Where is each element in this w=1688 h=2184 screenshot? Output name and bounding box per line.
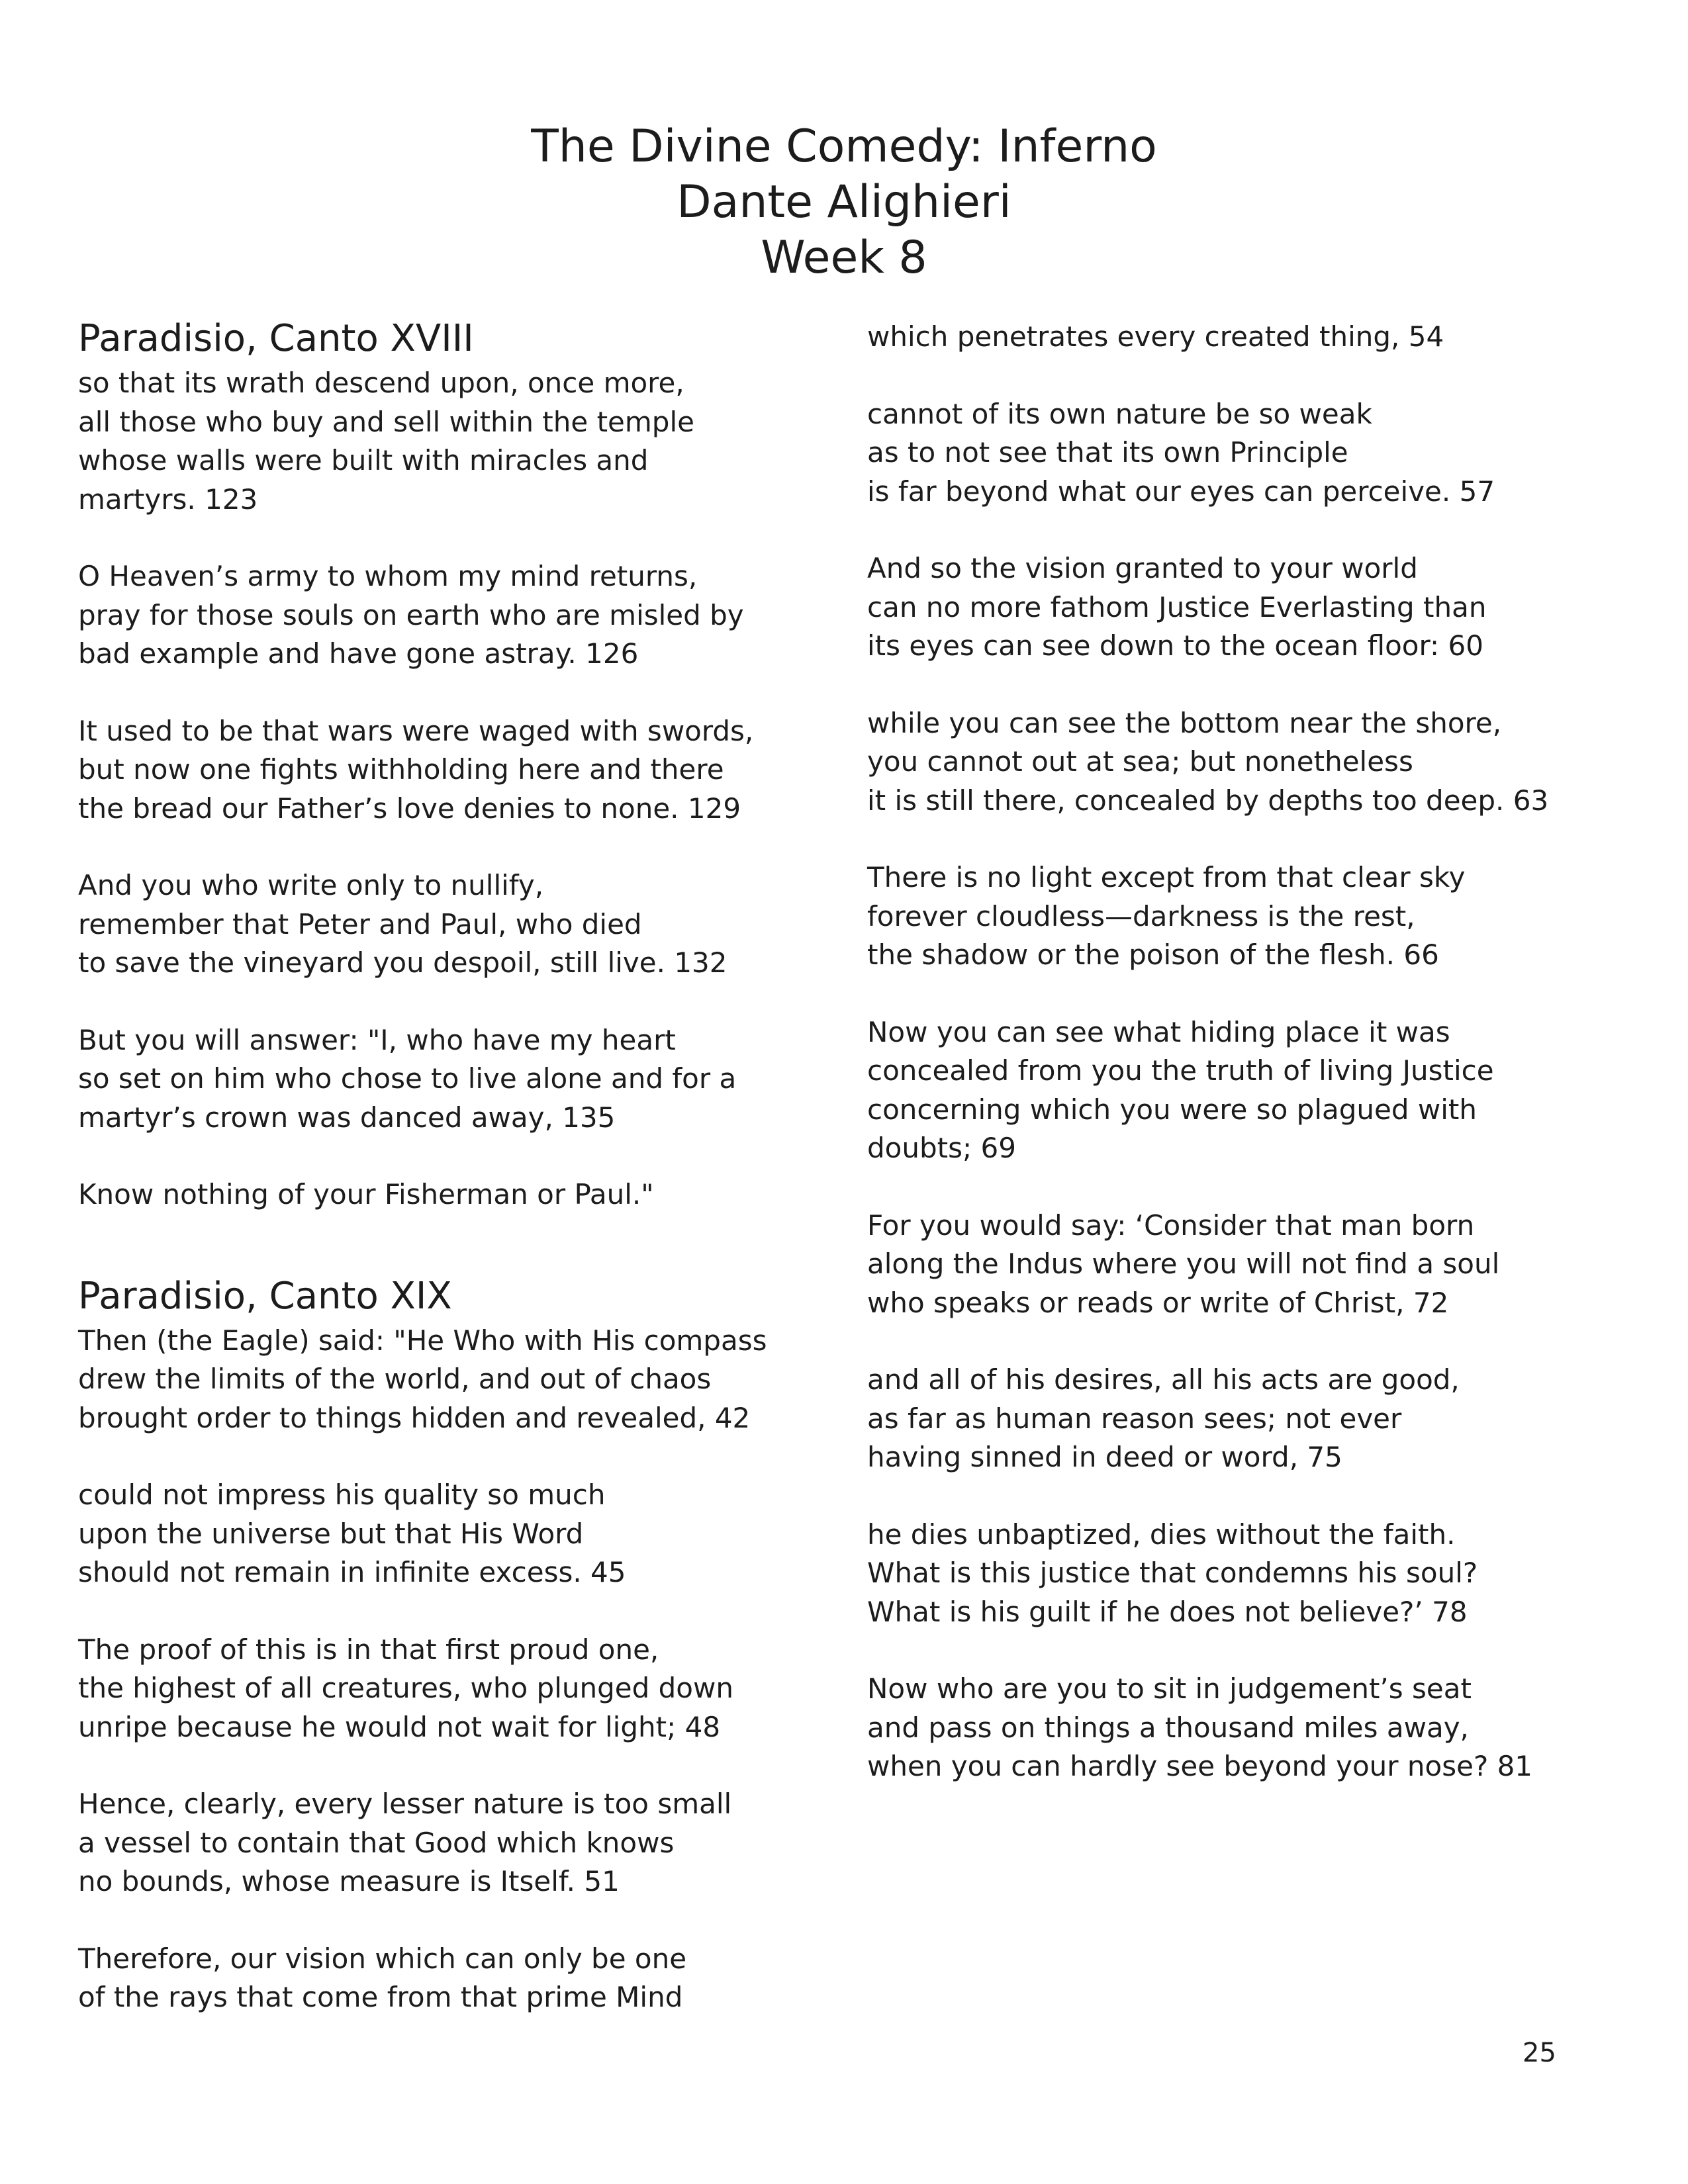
verse-line: It used to be that wars were waged with swords, — [78, 714, 754, 747]
verse-line: who speaks or reads or write of Christ, 72 — [867, 1286, 1449, 1319]
document-title: The Divine Comedy: Inferno — [531, 120, 1157, 173]
section-gap — [78, 1253, 820, 1275]
verse-line: and all of his desires, all his acts are good, — [867, 1363, 1460, 1396]
verse-line: can no more fathom Justice Everlasting than — [867, 590, 1487, 623]
verse-line: O Heaven’s army to whom my mind returns, — [78, 560, 698, 592]
verse-line: upon the universe but that His Word — [78, 1517, 584, 1550]
verse-line: unripe because he would not wait for light; 48 — [78, 1710, 721, 1743]
verse-line: while you can see the bottom near the shore, — [867, 706, 1502, 739]
verse-line: a vessel to contain that Good which knows — [78, 1826, 675, 1859]
verse-line: is far beyond what our eyes can perceive. 57 — [867, 475, 1495, 508]
verse-line: he dies unbaptized, dies without the faith. — [867, 1518, 1456, 1551]
verse-line: which penetrates every created thing, 54 — [867, 320, 1444, 353]
stanza — [78, 364, 820, 519]
document-author: Dante Alighieri — [677, 176, 1011, 228]
verse-line: it is still there, concealed by depths too deep. 63 — [867, 784, 1549, 817]
verse-line: bad example and have gone astray. 126 — [78, 637, 639, 670]
verse-line: Hence, clearly, every lesser nature is too small — [78, 1788, 732, 1820]
verse-line: whose walls were built with miracles and — [78, 444, 649, 477]
verse-line: For you would say: ‘Consider that man born — [867, 1208, 1475, 1242]
stanza — [867, 1013, 1628, 1168]
title-block — [0, 119, 1688, 286]
stanza — [867, 858, 1628, 975]
stanza — [867, 1670, 1628, 1786]
verse-line: so that its wrath descend upon, once more, — [78, 367, 684, 399]
verse-line: the highest of all creatures, who plunged down — [78, 1672, 733, 1704]
verse-line: concealed from you the truth of living Justice — [867, 1054, 1494, 1087]
verse-line: should not remain in infinite excess. 45 — [78, 1556, 626, 1588]
verse-line: remember that Peter and Paul, who died — [78, 907, 642, 940]
verse-line: doubts; 69 — [867, 1132, 1016, 1164]
verse-line: to save the vineyard you despoil, still live. 132 — [78, 946, 727, 979]
verse-line: Therefore, our vision which can only be one — [78, 1942, 687, 1975]
verse-line: Then (the Eagle) said: "He Who with His compass — [78, 1324, 767, 1357]
verse-line: cannot of its own nature be so weak — [867, 397, 1372, 430]
verse-line: And so the vision granted to your world — [867, 552, 1418, 584]
verse-line: all those who buy and sell within the temple — [78, 405, 694, 438]
verse-line: pray for those souls on earth who are misled by — [78, 598, 744, 631]
verse-line: brought order to things hidden and revealed, 42 — [78, 1401, 751, 1434]
stanza — [78, 1631, 820, 1747]
verse-line: no bounds, whose measure is Itself. 51 — [78, 1865, 620, 1897]
verse-line: Now who are you to sit in judgement’s seat — [867, 1672, 1472, 1705]
verse-line: having sinned in deed or word, 75 — [867, 1441, 1342, 1473]
stanza — [78, 1021, 820, 1138]
stanza — [78, 557, 820, 674]
right-column — [867, 318, 1628, 1825]
stanza — [78, 1940, 820, 2017]
verse-line: And you who write only to nullify, — [78, 869, 544, 901]
stanza — [867, 1516, 1628, 1632]
stanza — [78, 1785, 820, 1901]
stanza — [78, 1476, 820, 1592]
canto-heading: Paradisio, Canto XIX — [78, 1274, 452, 1318]
verse-line: but now one fights withholding here and there — [78, 753, 724, 786]
verse-line: The proof of this is in that first proud one, — [78, 1633, 659, 1666]
verse-line: along the Indus where you will not find a soul — [867, 1248, 1500, 1280]
stanza — [78, 1175, 820, 1214]
verse-line: martyr’s crown was danced away, 135 — [78, 1101, 616, 1134]
stanza — [867, 1361, 1628, 1477]
verse-line: Now you can see what hiding place it was — [867, 1015, 1450, 1048]
stanza — [867, 704, 1628, 821]
verse-line: the bread our Father’s love denies to none. 129 — [78, 792, 741, 825]
verse-line: forever cloudless—darkness is the rest, — [867, 899, 1415, 933]
stanza — [867, 549, 1628, 666]
verse-line: What is his guilt if he does not believe?’ 78 — [867, 1595, 1468, 1628]
verse-line: concerning which you were so plagued with — [867, 1093, 1477, 1126]
verse-line: of the rays that come from that prime Mind — [78, 1981, 683, 2013]
verse-line: the shadow or the poison of the flesh. 66 — [867, 938, 1439, 971]
page-number: 25 — [1523, 2038, 1556, 2068]
verse-line: its eyes can see down to the ocean floor: 60 — [867, 629, 1483, 662]
verse-line: so set on him who chose to live alone and for a — [78, 1062, 737, 1095]
document-week: Week 8 — [761, 232, 927, 284]
verse-line: as to not see that its own Principle — [867, 436, 1348, 469]
verse-line: could not impress his quality so much — [78, 1479, 606, 1511]
verse-line: drew the limits of the world, and out of chaos — [78, 1363, 712, 1395]
verse-line: But you will answer: "I, who have my heart — [78, 1023, 676, 1056]
verse-line: when you can hardly see beyond your nose? 81 — [867, 1750, 1533, 1782]
verse-line: martyrs. 123 — [78, 482, 258, 516]
stanza — [867, 395, 1628, 512]
verse-line: There is no light except from that clear sky — [867, 861, 1466, 893]
verse-line: and pass on things a thousand miles away, — [867, 1711, 1469, 1744]
verse-line: What is this justice that condemns his soul? — [867, 1557, 1478, 1589]
verse-line: as far as human reason sees; not ever — [867, 1402, 1402, 1435]
stanza — [78, 1322, 820, 1438]
left-column — [78, 318, 820, 2056]
stanza — [867, 318, 1628, 357]
stanza — [78, 866, 820, 983]
canto-heading: Paradisio, Canto XVIII — [78, 317, 474, 360]
stanza — [867, 1206, 1628, 1323]
stanza — [78, 712, 820, 829]
verse-line: Know nothing of your Fisherman or Paul." — [78, 1178, 654, 1210]
verse-line: you cannot out at sea; but nonetheless — [867, 745, 1413, 778]
